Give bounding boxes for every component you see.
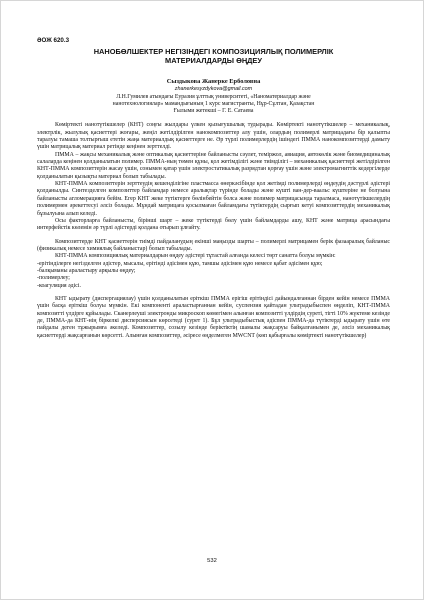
article-body [37, 122, 390, 340]
page-content [37, 37, 390, 340]
body-paragraph: Осы факторларға байланысты, бірінші шарт – жеке түтіктерді бөлу үшін байламдарды ашу, КНТ және матрица арасындағы интерфейстік көлемін әр түрлі әдістерді қолдана отырып ұлғайту. [37, 217, 390, 232]
body-paragraph: КНТ-ПММА композициялық материалдарын өңдеу әдістері тұтастай алғанда келесі төрт санатта болуы мүмкін: [55, 253, 336, 260]
page-number: 532 [207, 558, 217, 564]
author-email: zhanerkesyzdykova@gmail.com [174, 86, 253, 92]
body-paragraph: Көміртекті нанотүтікшелер (КНТ) соңғы жылдары үлкен қызығушылық тудырады. Көміртекті нанотүтікшелер – механикалық, электрлік, жылулық қасиеттері жоғары, жеңіл жетілдірілген нанокомпозиттер алу үшін, олардың полимерлі матрицадағы бір қалыпты таралуы тамаша толтырғыш ететін жаңа материалдық қасиеттерге не. Әр түрлі полимерлердің ішіндегі ПММА нанокомпозиттерді дамыту үшін матрицалық материал ретінде кеңінен зерттелді. [37, 122, 390, 151]
body-paragraph: ПММА – жақсы механикалық және оптикалық қасиеттеріне байланысты сәулет, теміржол, авиация, автокөлік және биомедициналық салаларда кеңінен қолданылатын полимер. ПММА-ның төмен құны, қол жетімділігі және тиімділігі – механикалық қасиеттері жетілдірілген КНТ-ПММА композиттерін жасау үшін, сонымен қатар үшін электростатикалық разрядтан қорғау үшін және электромагниттік кедергілерде қолданылатын қызықты материал болып табылады. [37, 151, 390, 180]
article-title: НАНОБӨЛШЕКТЕР НЕГІЗІНДЕГІ КОМПОЗИЦИЯЛЫҚ ПОЛИМЕРЛІК МАТЕРИАЛДАРДЫ ӨҢДЕУ [93, 47, 334, 65]
list-item: -балқыманы араластыру арқылы өңдеу; [37, 267, 136, 274]
body-paragraph: КНТ ыдырату (диспергациялау) үшін қолданылатын еріткіш ПММА ерігіш ерітіндісі дайындалғаннан бірден кейін немесе ПММА үшін басқа еріткіш болуы мүмкін. Екі компоненті араластырғаннан кейін, суспензия қайтадан ультрадыбыспен өңделіп, КНТ-ПММА композитті үлдірге құйылады. Сканерлеуші электронды микроскоп көмегімен алынған композитті үлдірдің суреті, тігті 10% жүктеме кезінде де, ПММА-да КНТ-нің біркелкі дисперсиясын көрсетеді (сурет 1). Бұл ультрадыбыстық әдіспен ПММА-да түтіктерді ыдырату үшін өте пайдалы деген тұжырымға әкеледі. Композиттер, созылу кезінде беріктіктің шамалы жақсаруы байқалғанымен де, әлсіз механикалық қасиеттерді жақсарғанын көрсетті. Алынған композиттер, әсіресе өңделмеген MWCNT (көп қабырғалы көміртекті нанотүтікшелер) [37, 295, 390, 339]
affiliation-line: нанотехнологиялар» мамандығының 1 курс магистранты, Нұр-Сұлтан, Қазақстан [112, 100, 315, 107]
body-paragraph: КНТ-ПММА композиттерін зерттеудің кешенділігіне пластмасса өнеркәсібінде қол жетімді полимерлерді өңдеудің дәстүрлі әдістері қолданылды. Синтезделген композиттер байламдар немесе аралықтар түрінде болады және күшті ван-дер-ваальс күштеріне не болуына байланысты агломерацияға бейім. Егер КНТ жеке түтіктерге бөлінбейтін болса және полимер матрицасында таралмаса, нанотүтікшелердің полимермен әрекеттесуі әлсіз болады. Мұндай матрицаға қосылмаған байламдағы түтіктердің сырғып кетуі композиттердің механикалық бұзылуына алып келеді. [37, 181, 390, 217]
body-paragraph: Композиттерде КНТ қасиеттерін тиімді пайдаланудың екінші маңызды шарты – полимерлі матрицамен берік фазааралық байланыс (физикалық немесе химиялық байланыстар) болып табылады. [37, 238, 390, 252]
list-item: -полимерлеу; [37, 275, 70, 282]
udk-code: ӘОЖ 620.3 [37, 37, 70, 44]
list-item: -коагуляция әдісі. [37, 282, 81, 289]
list-item: -ерітінділерге негізделген әдістер, мысалы, ерітінді әдісімен құю, тамшы әдісімен құю немесе қабат әдісімен құю; [37, 260, 323, 267]
affiliation-line: Л.Н.Гумилев атындағы Еуразия ұлттық университеті, «Наноматериалдар және [116, 93, 311, 100]
supervisor-line: Ғылыми жетекші – Г. Е. Сатаева [173, 108, 254, 115]
author-name: Сыздыкова Жанерке Ерболовна [166, 78, 261, 85]
